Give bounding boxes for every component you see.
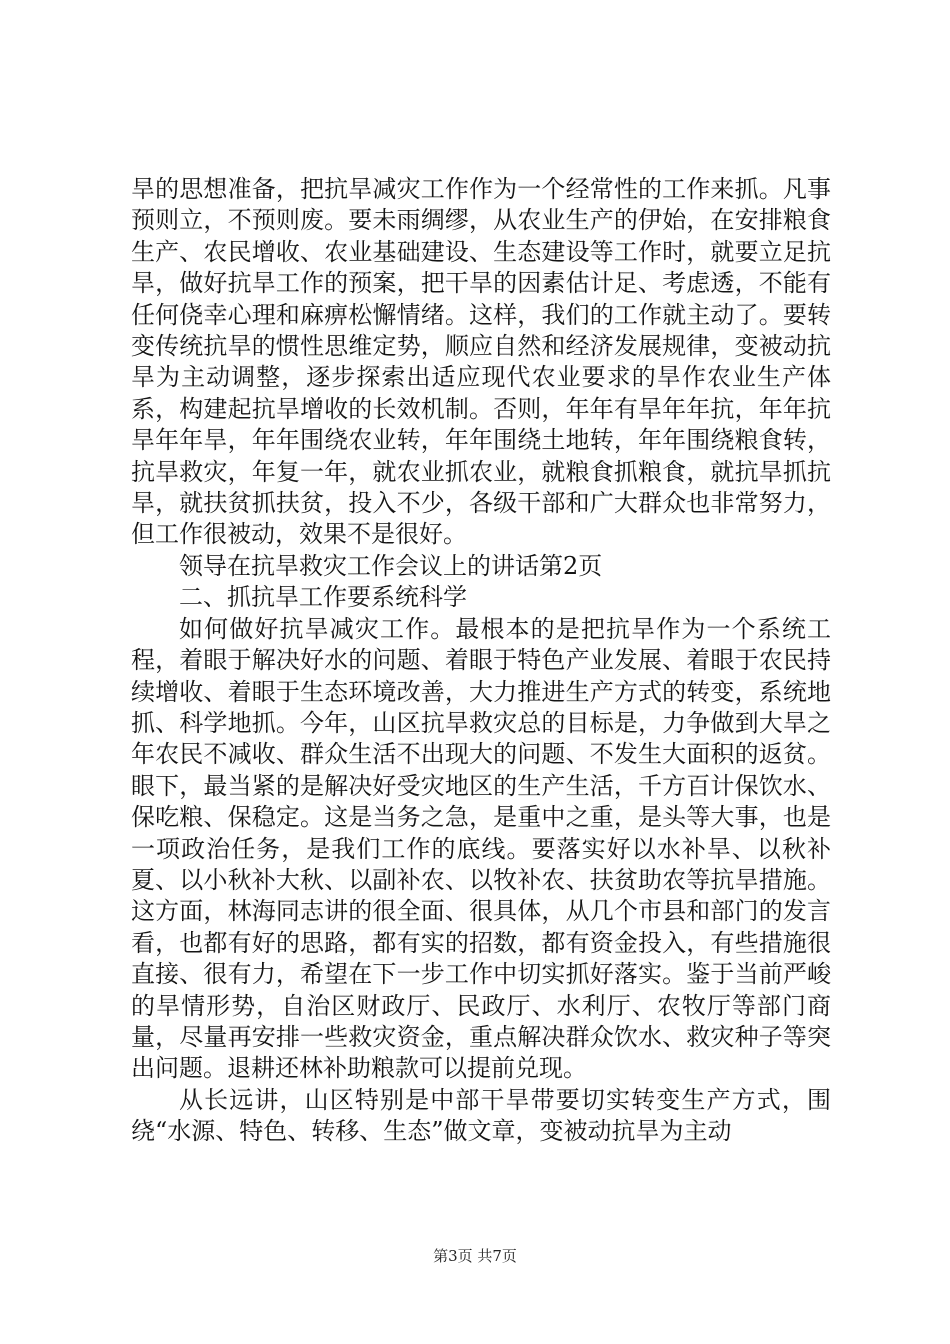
paragraph-3: 从长远讲，山区特别是中部干旱带要切实转变生产方式，围绕“水源、特色、转移、生态”做文章，变被动抗旱为主动 [131, 1085, 831, 1146]
paragraph-page-title: 领导在抗旱救灾工作会议上的讲话第2页 [179, 551, 603, 580]
paragraph-1: 旱的思想准备，把抗旱减灾工作作为一个经常性的工作来抓。凡事预则立，不预则废。要未雨绸缪，从农业生产的伊始，在安排粮食生产、农民增收、农业基础建设、生态建设等工作时，就要立足抗旱，做好抗旱工作的预案，把干旱的因素估计足、考虑透，不能有任何侥幸心理和麻痹松懈情绪。这样，我们的工作就主动了。要转变传统抗旱的惯性思维定势，顺应自然和经济发展规律，变被动抗旱为主动调整，逐步探索出适应现代农业要求的旱作农业生产体系，构建起抗旱增收的长效机制。否则，年年有旱年年抗，年年抗旱年年旱，年年围绕农业转，年年围绕土地转，年年围绕粮食转，抗旱救灾，年复一年，就农业抓农业，就粮食抓粮食，就抗旱抓抗旱，就扶贫抓扶贫，投入不少，各级干部和广大群众也非常努力，但工作很被动，效果不是很好。 [131, 175, 831, 549]
page-footer: 第3页 共7页 [433, 1247, 517, 1265]
section-heading: 二、抓抗旱工作要系统科学 [179, 583, 467, 612]
paragraph-2: 如何做好抗旱减灾工作。最根本的是把抗旱作为一个系统工程，着眼于解决好水的问题、着眼于特色产业发展、着眼于农民持续增收、着眼于生态环境改善，大力推进生产方式的转变，系统地抓、科学地抓。今年，山区抗旱救灾总的目标是，力争做到大旱之年农民不减收、群众生活不出现大的问题、不发生大面积的返贫。眼下，最当紧的是解决好受灾地区的生产生活，千方百计保饮水、保吃粮、保稳定。这是当务之急，是重中之重，是头等大事，也是一项政治任务，是我们工作的底线。要落实好以水补旱、以秋补夏、以小秋补大秋、以副补农、以牧补农、扶贫助农等抗旱措施。这方面，林海同志讲的很全面、很具体，从几个市县和部门的发言看，也都有好的思路，都有实的招数，都有资金投入，有些措施很直接、很有力，希望在下一步工作中切实抓好落实。鉴于当前严峻的旱情形势，自治区财政厅、民政厅、水利厅、农牧厅等部门商量，尽量再安排一些救灾资金，重点解决群众饮水、救灾种子等突出问题。退耕还林补助粮款可以提前兑现。 [131, 614, 831, 1083]
document-body [131, 174, 831, 1148]
